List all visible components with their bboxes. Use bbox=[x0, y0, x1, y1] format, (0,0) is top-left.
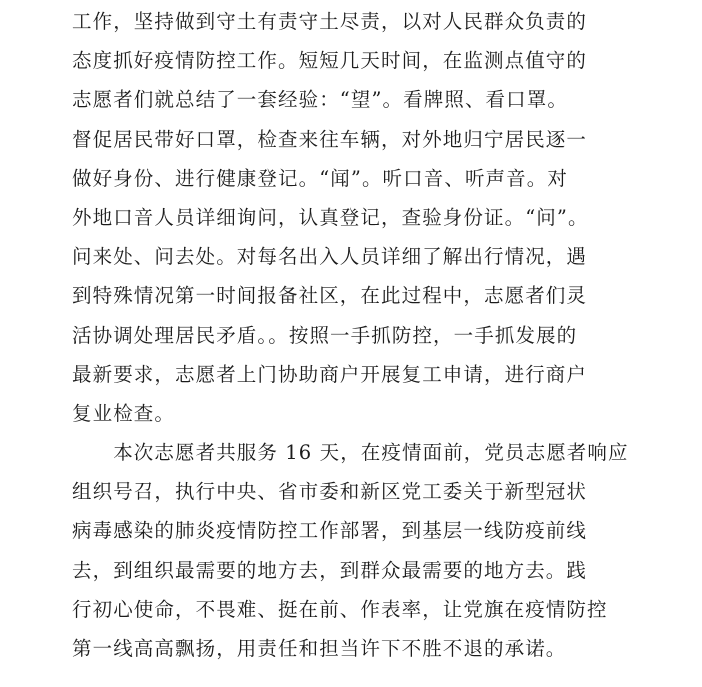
text-line: 工作，坚持做到守土有责守土尽责，以对人民群众负责的 bbox=[72, 10, 588, 33]
text-line: 复业检查。 bbox=[72, 401, 176, 425]
text-line: 本次志愿者共服务 16 天，在疫情面前，党员志愿者响应 bbox=[72, 441, 629, 465]
text-line: 到特殊情况第一时间报备社区，在此过程中，志愿者们灵 bbox=[72, 284, 588, 308]
text-line: 态度抓好疫情防控工作。短短几天时间，在监测点值守的 bbox=[72, 49, 588, 73]
text-line: 行初心使命，不畏难、挺在前、作表率，让党旗在疫情防控 bbox=[72, 597, 608, 621]
text-line: 病毒感染的肺炎疫情防控工作部署，到基层一线防疫前线 bbox=[72, 519, 588, 543]
text-line: 做好身份、进行健康登记。“闻”。听口音、听声音。对 bbox=[72, 166, 568, 190]
text-line: 活协调处理居民矛盾。。按照一手抓防控，一手抓发展的 bbox=[72, 323, 578, 347]
text-line: 组织号召，执行中央、省市委和新区党工委关于新型冠状 bbox=[72, 480, 588, 504]
text-line: 外地口音人员详细询问，认真登记，查验身份证。“问”。 bbox=[72, 205, 589, 229]
text-line: 去，到组织最需要的地方去，到群众最需要的地方去。践 bbox=[72, 558, 588, 582]
text-line: 督促居民带好口罩，检查来往车辆，对外地归宁居民逐一 bbox=[72, 127, 588, 151]
document-body-text bbox=[72, 2, 632, 668]
text-line: 第一线高高飘扬，用责任和担当许下不胜不退的承诺。 bbox=[72, 637, 567, 660]
text-line: 问来处、问去处。对每名出入人员详细了解出行情况，遇 bbox=[72, 245, 588, 269]
text-line: 最新要求，志愿者上门协助商户开展复工申请，进行商户 bbox=[72, 362, 588, 386]
text-line: 志愿者们就总结了一套经验：“望”。看牌照、看口罩。 bbox=[72, 88, 568, 112]
